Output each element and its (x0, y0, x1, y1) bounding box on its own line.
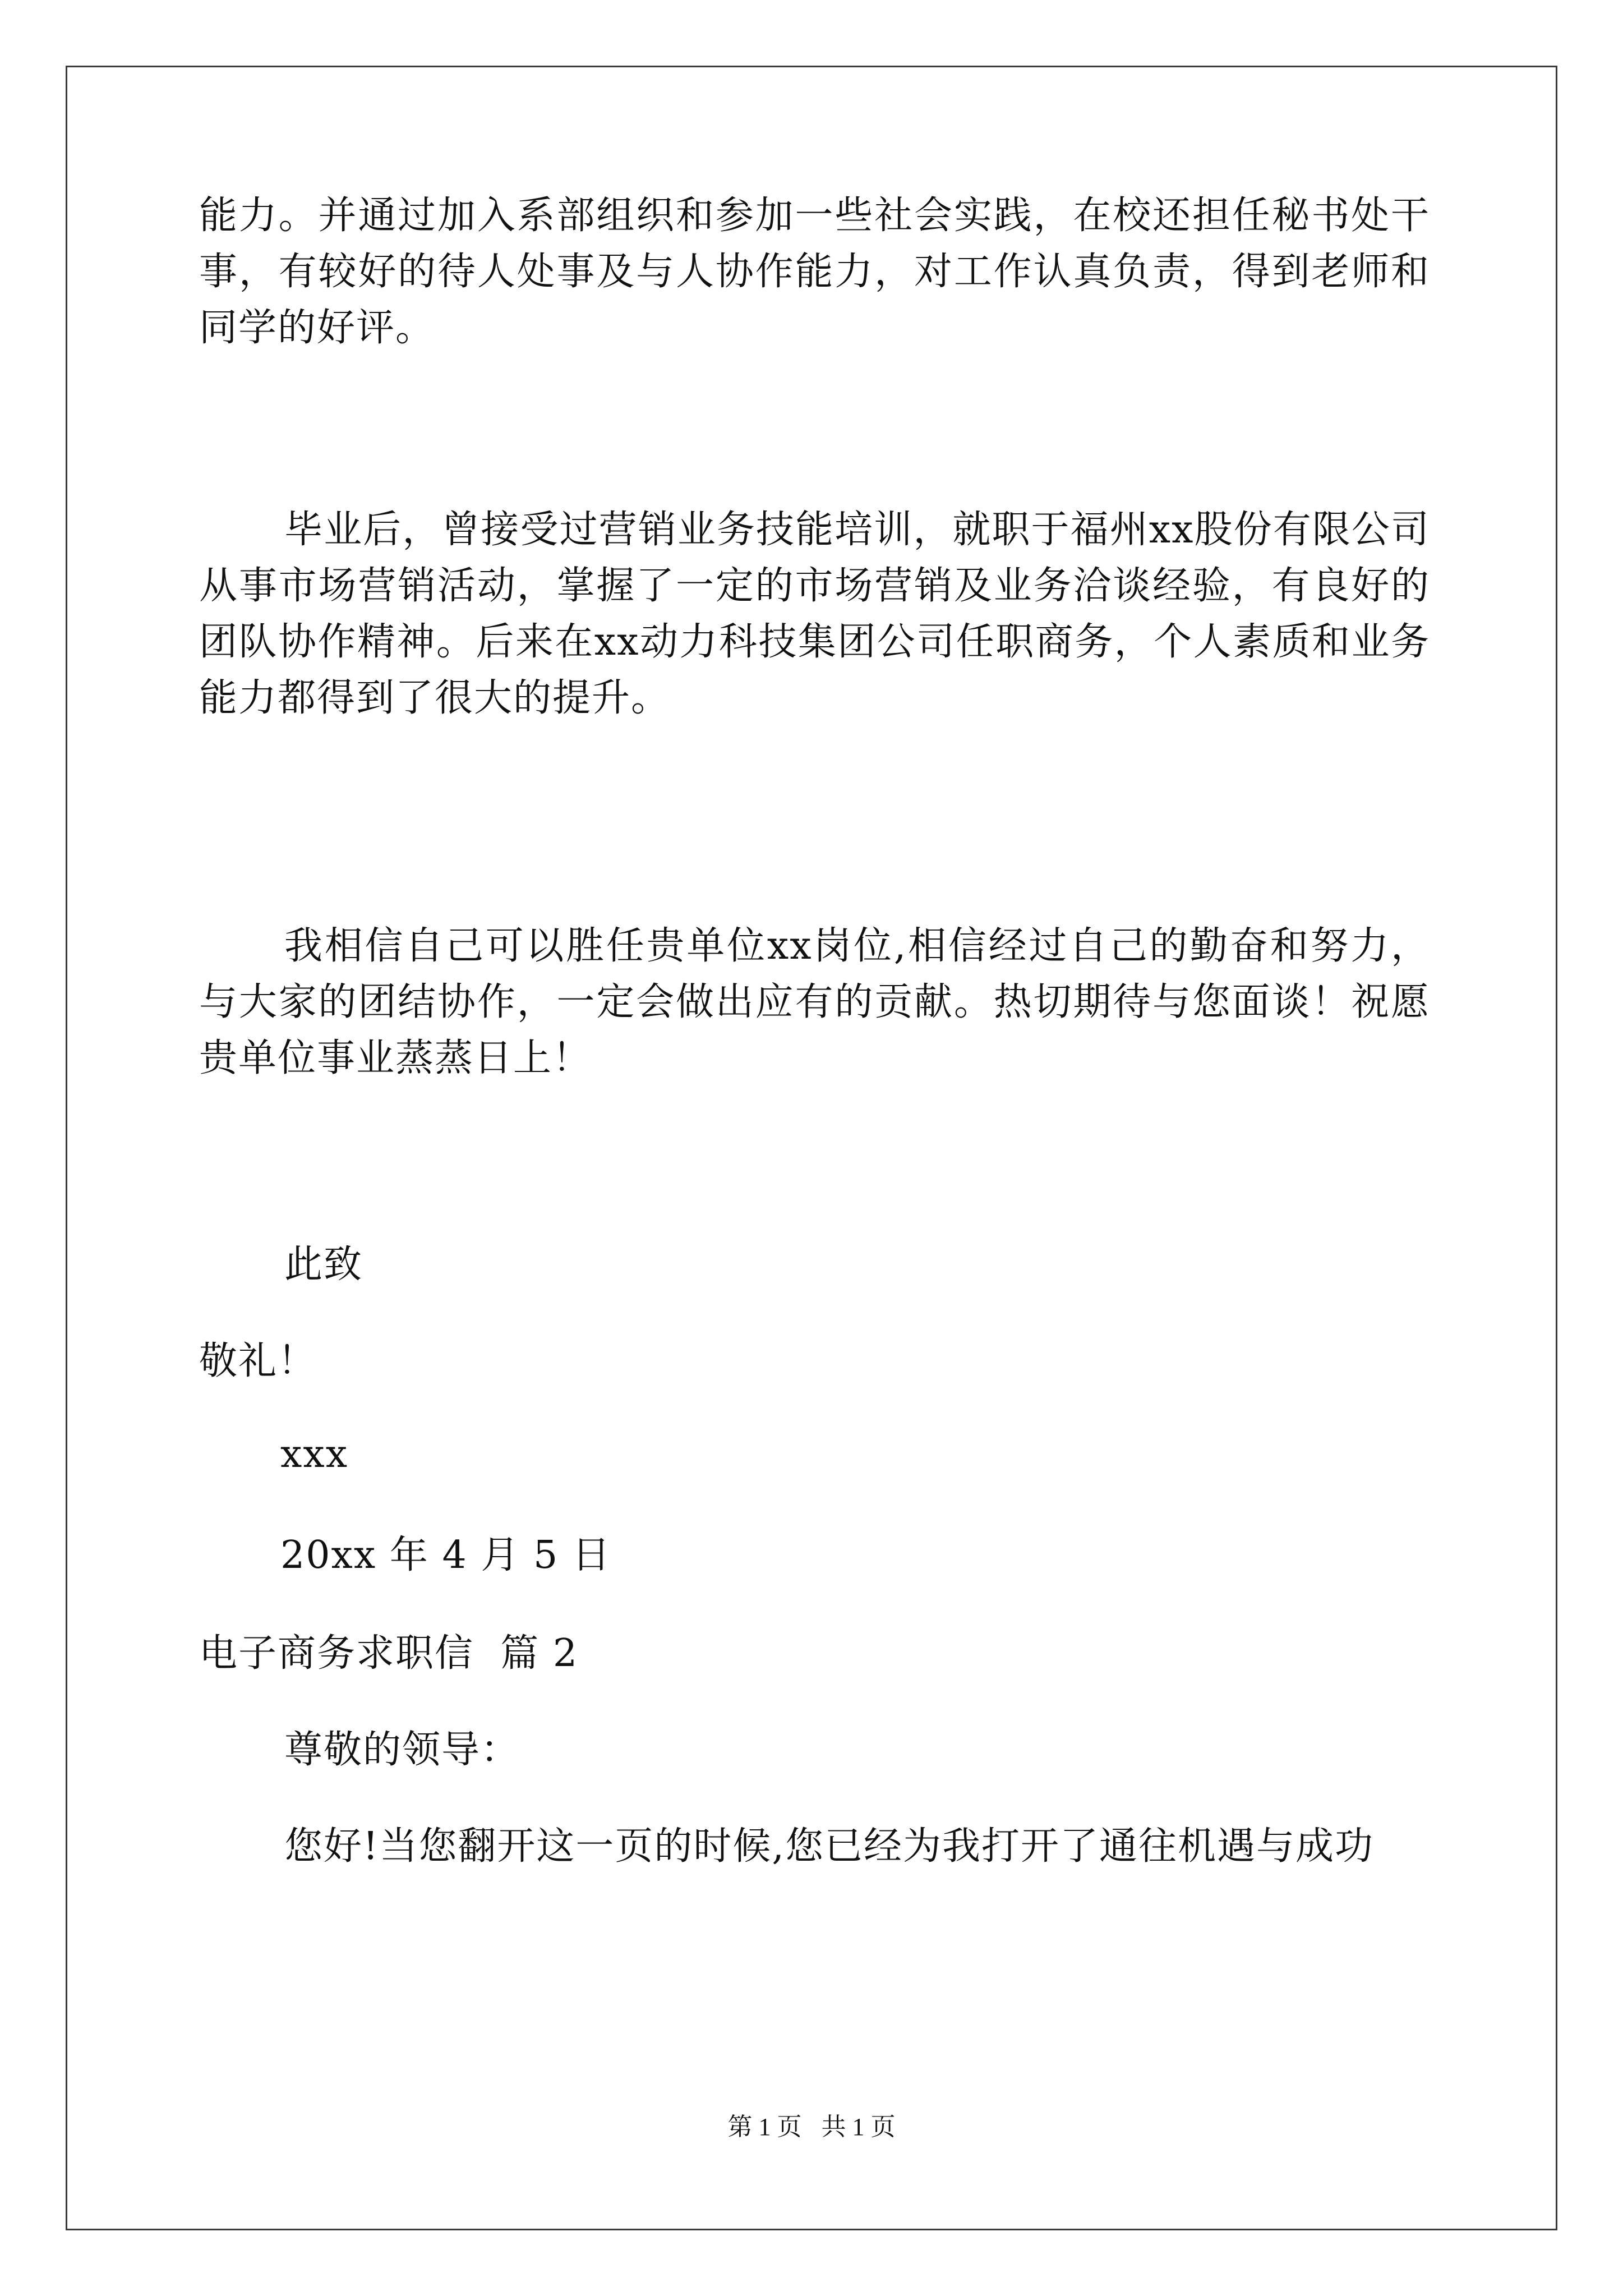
closing-text: 此致 (284, 1243, 363, 1287)
page-number: 第 1 页 (727, 2113, 802, 2141)
paragraph-experience: 毕业后，曾接受过营销业务技能培训，就职于福州xx股份有限公司从事市场营销活动，掌握了一定的市场营销及业务洽谈经验，有良好的团队协作精神。后来在xx动力科技集团公司任职商务，个人素质和业务能力都得到了很大的提升。 (199, 508, 1430, 720)
signature-text: xxx (280, 1432, 349, 1476)
paragraph-opening: 您好!当您翻开这一页的时候,您已经为我打开了通往机遇与成功 (284, 1824, 1374, 1869)
greeting-text: 尊敬的领导： (284, 1728, 520, 1772)
section-heading: 电子商务求职信 篇 2 (199, 1631, 579, 1676)
page-total: 共 1 页 (821, 2113, 896, 2141)
page-footer (0, 2110, 1623, 2144)
salute-text: 敬礼！ (199, 1339, 317, 1383)
date-text: 20xx 年 4 月 5 日 (280, 1533, 611, 1577)
paragraph-ability: 能力。并通过加入系部组织和参加一些社会实践，在校还担任秘书处干事，有较好的待人处事及与人协作能力，对工作认真负责，得到老师和同学的好评。 (199, 194, 1430, 350)
paragraph-confidence: 我相信自己可以胜任贵单位xx岗位,相信经过自己的勤奋和努力，与大家的团结协作，一定会做出应有的贡献。热切期待与您面谈！祝愿贵单位事业蒸蒸日上！ (199, 924, 1430, 1080)
page-border (66, 66, 1557, 2230)
